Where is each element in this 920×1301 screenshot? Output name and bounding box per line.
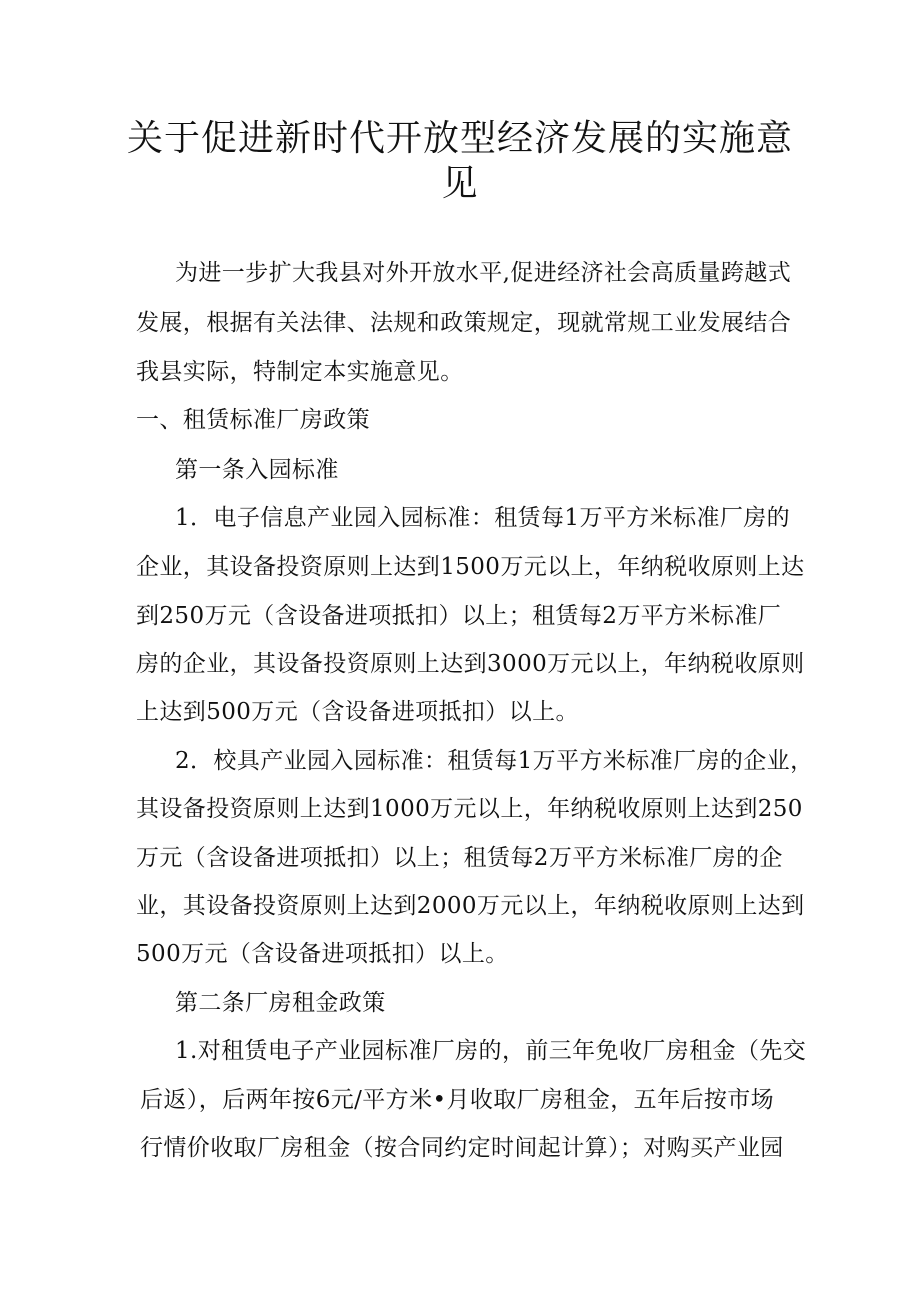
item-2-line-1: 2．校具产业园入园标准：租赁每1万平方米标准厂房的企业， bbox=[175, 748, 814, 774]
item-1-line-1: 1．电子信息产业园入园标准：租赁每1万平方米标准厂房的 bbox=[175, 505, 791, 531]
item-2-line-5: 500万元（含设备进项抵扣）以上。 bbox=[136, 941, 509, 967]
item-2-line-3: 万元（含设备进项抵扣）以上；租赁每2万平方米标准厂房的企 bbox=[136, 845, 783, 871]
intro-line-3: 我县实际，特制定本实施意见。 bbox=[136, 359, 464, 385]
section-1-heading: 一、租赁标准厂房政策 bbox=[136, 407, 370, 433]
item-1-line-5: 上达到500万元（含设备进项抵扣）以上。 bbox=[136, 699, 579, 725]
item-3-line-3: 行情价收取厂房租金（按合同约定时间起计算）；对购买产业园 bbox=[140, 1135, 784, 1161]
intro-line-2: 发展，根据有关法律、法规和政策规定，现就常规工业发展结合 bbox=[136, 310, 792, 336]
item-1-line-3: 到250万元（含设备进项抵扣）以上；租赁每2万平方米标准厂 bbox=[136, 603, 782, 629]
intro-line-1: 为进一步扩大我县对外开放水平,促进经济社会高质量跨越式 bbox=[175, 260, 792, 286]
document-title-line-1: 关于促进新时代开放型经济发展的实施意 bbox=[126, 118, 793, 159]
item-2-line-2: 其设备投资原则上达到1000万元以上，年纳税收原则上达到250 bbox=[136, 796, 803, 822]
item-3-line-1: 1.对租赁电子产业园标准厂房的，前三年免收厂房租金（先交 bbox=[175, 1038, 807, 1064]
item-2-line-4: 业，其设备投资原则上达到2000万元以上，年纳税收原则上达到 bbox=[136, 893, 805, 919]
article-2-heading: 第二条厂房租金政策 bbox=[175, 990, 386, 1016]
item-1-line-4: 房的企业，其设备投资原则上达到3000万元以上，年纳税收原则 bbox=[136, 651, 805, 677]
item-3-line-2: 后返），后两年按6元/平方米•月收取厂房租金，五年后按市场 bbox=[140, 1087, 775, 1113]
document-title-line-2: 见 bbox=[441, 163, 479, 204]
item-1-line-2: 企业，其设备投资原则上达到1500万元以上，年纳税收原则上达 bbox=[136, 554, 805, 580]
article-1-heading: 第一条入园标准 bbox=[175, 457, 339, 483]
